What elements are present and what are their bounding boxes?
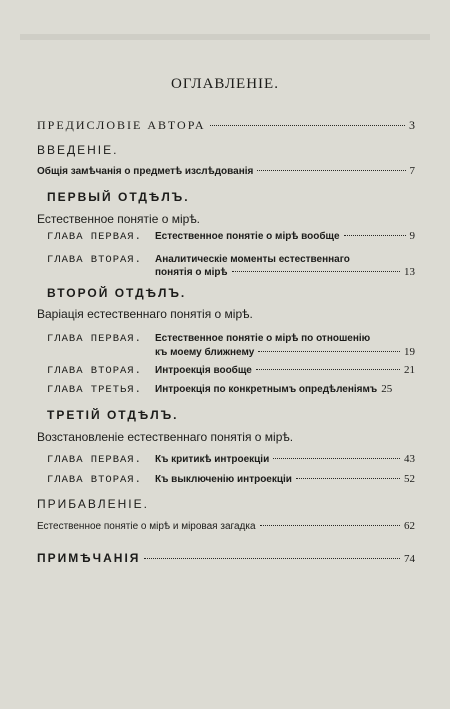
entry-label: ПРИМѢЧАНІЯ [37,551,141,565]
dot-leader [258,351,400,352]
chapter-title-line2: къ моему ближнему [155,347,255,358]
entry-label: Общія замѣчанія о предметѣ изслѣдованія [37,166,254,177]
toc-entry-part3-ch2[interactable] [47,473,415,486]
chapter-number: ГЛАВА ВТОРАЯ. [47,254,142,266]
dot-leader [144,558,400,559]
toc-entry-part2-ch1-cont [155,346,415,358]
section-heading-appendix: ПРИБАВЛЕНІЕ. [37,497,149,511]
page-number: 13 [404,266,415,278]
section-heading-part2: ВТОРОЙ ОТДѢЛЪ. [47,286,187,300]
chapter-number: ГЛАВА ПЕРВАЯ. [47,454,142,466]
section-subtitle-part3: Возстановленіе естественнаго понятія о мірѣ. [37,430,294,444]
dot-leader [257,170,405,171]
dot-leader [344,235,406,236]
toc-entry-part3-ch1[interactable] [47,453,415,466]
toc-entry-part2-ch2[interactable] [47,364,415,377]
page-number: 74 [404,553,415,565]
dot-leader [232,271,400,272]
page-number: 52 [404,473,415,485]
section-heading-part3: ТРЕТІЙ ОТДѢЛЪ. [47,408,179,422]
toc-entry-preface[interactable] [37,118,415,133]
chapter-title: Естественное понятіе о мірѣ вообще [155,231,340,242]
page-number: 62 [404,520,415,532]
chapter-number: ГЛАВА ПЕРВАЯ. [47,231,142,243]
entry-label: Естественное понятіе о мірѣ и міровая загадка [37,521,256,532]
page-number: 7 [409,165,415,177]
dot-leader [296,478,400,479]
chapter-title-line2: понятія о мірѣ [155,267,228,278]
chapter-title: Къ критикѣ интроекціи [155,454,270,465]
dot-leader [210,125,405,126]
section-subtitle-part2: Варіація естественнаго понятія о мірѣ. [37,307,253,321]
page-title: ОГЛАВЛЕНІЕ. [171,76,279,92]
section-heading-part1: ПЕРВЫЙ ОТДѢЛЪ. [47,190,190,204]
chapter-number: ГЛАВА ПЕРВАЯ. [47,333,142,345]
toc-entry-part1-ch1[interactable] [47,230,415,243]
chapter-number: ГЛАВА ТРЕТЬЯ. [47,384,142,396]
dot-leader [256,369,400,370]
entry-label: ПРЕДИСЛОВІЕ АВТОРА [37,118,206,132]
chapter-number: ГЛАВА ВТОРАЯ. [47,474,142,486]
toc-entry-notes[interactable] [37,551,415,565]
section-subtitle-part1: Естественное понятіе о мірѣ. [37,212,201,226]
toc-entry-part1-ch2[interactable] [47,254,415,266]
page-number: 25 [381,383,393,395]
chapter-title: Интроекція вообще [155,365,252,376]
chapter-title-line1: Аналитическіе моменты естественнаго [155,254,350,265]
section-heading-intro: ВВЕДЕНІЕ. [37,143,119,157]
toc-entry-intro[interactable] [37,165,415,177]
chapter-number: ГЛАВА ВТОРАЯ. [47,365,142,377]
chapter-title: Интроекція по конкретнымъ опредѣленіямъ [155,384,378,395]
toc-entry-part1-ch2-cont [155,266,415,278]
toc-entry-part2-ch1[interactable] [47,333,415,345]
toc-entry-appendix[interactable] [37,520,415,532]
page-number: 43 [404,453,415,465]
page-number: 21 [404,364,415,376]
page-number: 19 [404,346,415,358]
chapter-title-line1: Естественное понятіе о мірѣ по отношенію [155,333,371,344]
page-number: 3 [409,118,415,132]
chapter-title: Къ выключенію интроекціи [155,474,292,485]
page-edge [20,34,430,40]
dot-leader [260,525,400,526]
page-number: 9 [409,230,415,242]
toc-entry-part2-ch3[interactable] [47,383,415,396]
dot-leader [273,458,400,459]
